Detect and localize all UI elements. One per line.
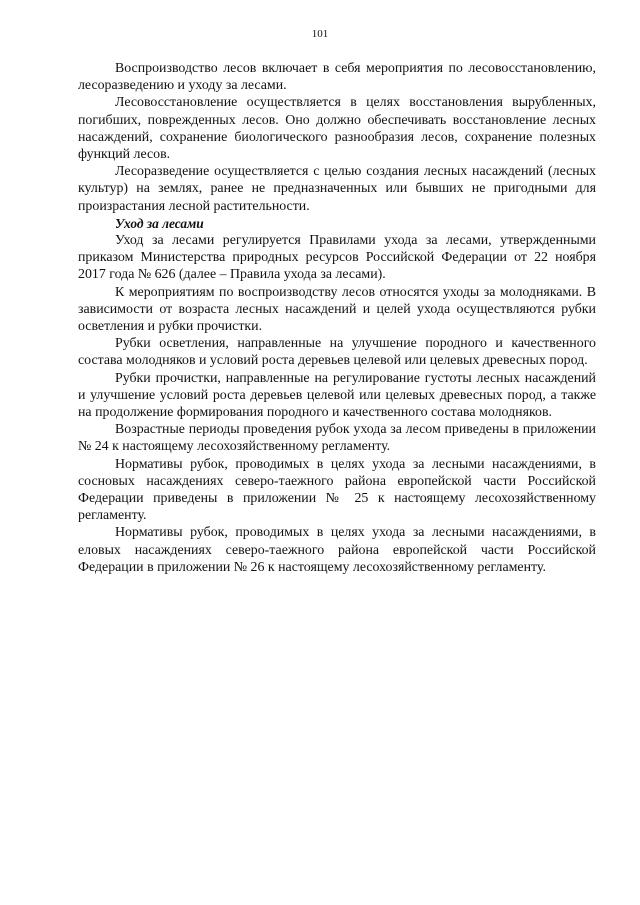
paragraph-reproduction: Воспроизводство лесов включает в себя мероприятия по лесовосстановлению, лесоразведению и уходу за лесами. — [78, 61, 596, 94]
document-body — [78, 60, 596, 576]
paragraph-spruce-norms: Нормативы рубок, проводимых в целях ухода за лесными насаждениями, в еловых насаждениях северо-таежного района европейской части Российской Федерации в приложении № 26 к настоящему лесохозяйственному регламенту. — [78, 525, 596, 575]
paragraph-care-rules: Уход за лесами регулируется Правилами ухода за лесами, утвержденными приказом Министерства природных ресурсов Российской Федерации от 22 ноября 2017 года № 626 (далее – Правила ухода за лесами). — [78, 233, 596, 283]
paragraph-age-periods: Возрастные периоды проведения рубок ухода за лесом приведены в приложении № 24 к настоящему лесохозяйственному регламенту. — [78, 422, 596, 455]
paragraph-clearing-cuts: Рубки осветления, направленные на улучшение породного и качественного состава молодняков и условий роста деревьев целевой или целевых древесных пород. — [78, 336, 596, 369]
section-heading: Уход за лесами — [115, 215, 204, 231]
paragraph-young-stand-care: К мероприятиям по воспроизводству лесов относятся уходы за молодняками. В зависимости от возраста лесных насаждений и целей ухода осуществляются рубки осветления и рубки прочистки. — [78, 284, 596, 335]
paragraph-reforestation: Лесовосстановление осуществляется в целях восстановления вырубленных, погибших, поврежденных лесов. Оно должно обеспечивать восстановление лесных насаждений, сохранение биологического разнообразия лесов, сохранение полезных функций лесов. — [78, 95, 596, 163]
paragraph-afforestation: Лесоразведение осуществляется с целью создания лесных насаждений (лесных культур) на землях, ранее не предназначенных или бывших не пригодными для произрастания лесной растительности. — [78, 164, 596, 214]
paragraph-pine-norms: Нормативы рубок, проводимых в целях ухода за лесными насаждениями, в сосновых насаждениях северо-таежного района европейской части Российской Федерации приведены в приложении № 25 к настоящему лесохозяйственному регламенту. — [78, 456, 596, 524]
page-number: 101 — [311, 28, 329, 40]
paragraph-thinning-cuts: Рубки прочистки, направленные на регулирование густоты лесных насаждений и улучшение условий роста деревьев целевой или целевых древесных пород, а также на продолжение формирования породного и качественного состава молодняков. — [78, 370, 596, 421]
